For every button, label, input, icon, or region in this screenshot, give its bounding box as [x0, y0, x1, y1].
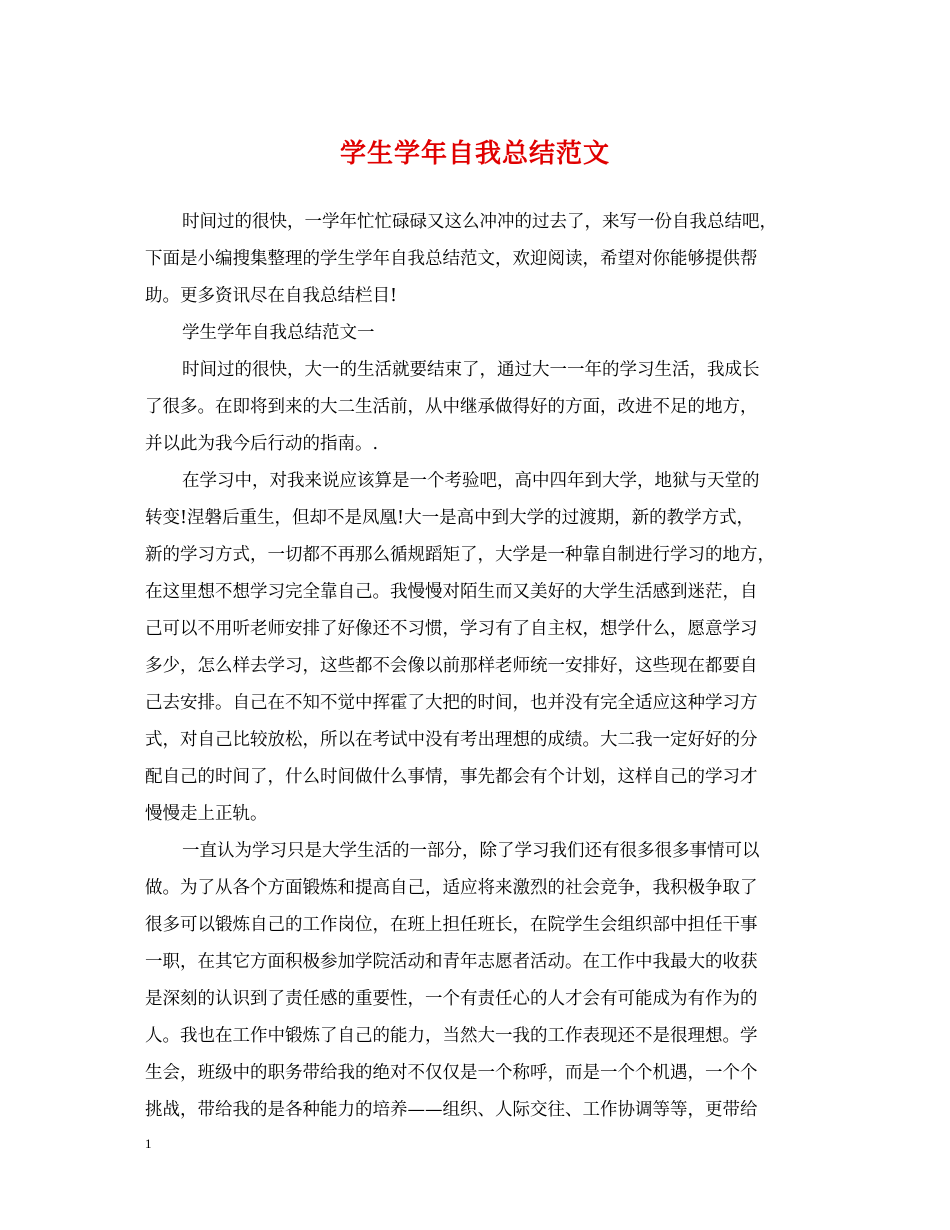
document-title: 学生学年自我总结范文 — [339, 139, 610, 169]
text-line: 时间过的很快，大一的生活就要结束了，通过大一一年的学习生活，我成长 — [182, 360, 760, 380]
text-line: 并以此为我今后行动的指南。. — [145, 434, 379, 454]
text-line: 很多可以锻炼自己的工作岗位，在班上担任班长，在院学生会组织部中担任干事 — [145, 915, 758, 935]
text-line: 式，对自己比较放松，所以在考试中没有考出理想的成绩。大二我一定好好的分 — [145, 730, 758, 750]
text-line: 在这里想不想学习完全靠自己。我慢慢对陌生而又美好的大学生活感到迷茫，自 — [145, 582, 758, 602]
text-line: 是深刻的认识到了责任感的重要性，一个有责任心的人才会有可能成为有作为的 — [145, 989, 758, 1009]
text-line: 人。我也在工作中锻炼了自己的能力，当然大一我的工作表现还不是很理想。学 — [145, 1026, 758, 1046]
text-line: 助。更多资讯尽在自我总结栏目! — [145, 286, 398, 306]
text-line: 挑战，带给我的是各种能力的培养——组织、人际交往、工作协调等等，更带给 — [145, 1100, 758, 1120]
text-line: 转变!涅磐后重生，但却不是凤凰!大一是高中到大学的过渡期，新的教学方式， — [145, 508, 755, 528]
text-line: 了很多。在即将到来的大二生活前，从中继承做得好的方面，改进不足的地方， — [145, 397, 758, 417]
text-line: 生会，班级中的职务带给我的绝对不仅仅是一个称呼，而是一个个机遇，一个个 — [145, 1063, 758, 1083]
text-line: 己可以不用听老师安排了好像还不习惯，学习有了自主权，想学什么，愿意学习 — [145, 619, 758, 639]
text-line: 一直认为学习只是大学生活的一部分，除了学习我们还有很多很多事情可以 — [182, 841, 760, 861]
text-line: 多少，怎么样去学习，这些都不会像以前那样老师统一安排好，这些现在都要自 — [145, 656, 758, 676]
text-line: 做。为了从各个方面锻炼和提高自己，适应将来激烈的社会竞争，我积极争取了 — [145, 878, 758, 898]
text-line: 一职，在其它方面积极参加学院活动和青年志愿者活动。在工作中我最大的收获 — [145, 952, 758, 972]
text-line: 慢慢走上正轨。 — [145, 804, 268, 824]
text-line: 新的学习方式，一切都不再那么循规蹈矩了，大学是一种靠自制进行学习的地方， — [145, 545, 775, 565]
text-line: 配自己的时间了，什么时间做什么事情，事先都会有个计划，这样自己的学习才 — [145, 767, 758, 787]
text-line: 时间过的很快，一学年忙忙碌碌又这么冲冲的过去了，来写一份自我总结吧， — [182, 212, 777, 232]
text-line: 学生学年自我总结范文一 — [182, 323, 375, 343]
document-body — [145, 204, 805, 1129]
text-line: 己去安排。自己在不知不觉中挥霍了大把的时间，也并没有完全适应这种学习方 — [145, 693, 758, 713]
page-number: 1 — [145, 1136, 152, 1151]
text-line: 在学习中，对我来说应该算是一个考验吧，高中四年到大学，地狱与天堂的 — [182, 471, 760, 491]
text-line: 下面是小编搜集整理的学生学年自我总结范文，欢迎阅读，希望对你能够提供帮 — [145, 249, 758, 269]
